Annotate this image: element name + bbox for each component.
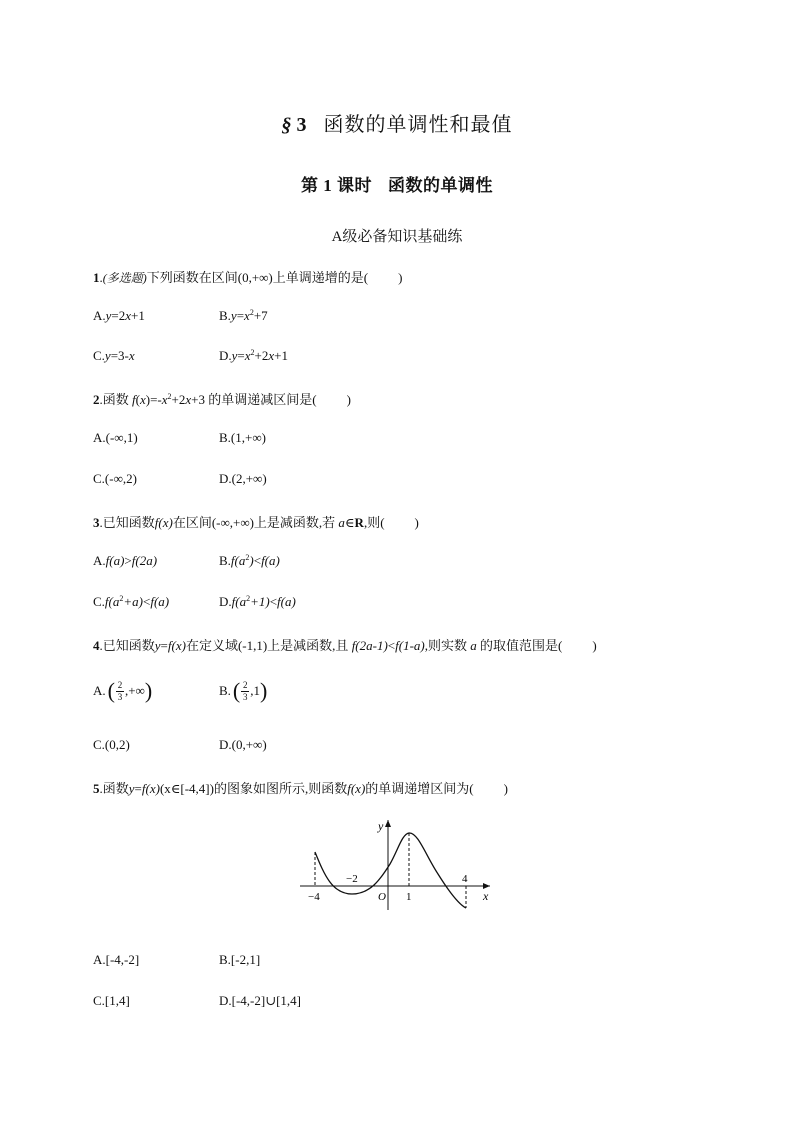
exponent: 2 xyxy=(249,308,254,317)
q1-option-a[interactable] xyxy=(93,308,145,324)
var: f(a) xyxy=(277,594,296,609)
var: x xyxy=(185,392,192,407)
q4-option-c[interactable]: C.(0,2) xyxy=(93,737,130,752)
question-number: 2 xyxy=(93,392,100,407)
text: = xyxy=(237,348,245,363)
var: f(a xyxy=(230,553,246,568)
q2-option-c[interactable]: C.(-∞,2) xyxy=(93,471,137,486)
question-tag: (多选题) xyxy=(102,271,147,285)
option-label: A. xyxy=(93,308,106,323)
section-number: 3 xyxy=(296,114,308,136)
option-label: A. xyxy=(93,683,106,698)
var: y xyxy=(154,638,161,653)
exponent: 2 xyxy=(250,348,255,357)
var: x xyxy=(139,392,146,407)
text: = xyxy=(236,308,245,323)
q2-option-d[interactable]: D.(2,+∞) xyxy=(219,471,267,486)
var: f(a xyxy=(231,594,247,609)
var: y xyxy=(104,348,111,363)
left-paren-icon: ( xyxy=(107,678,115,703)
var: f(a xyxy=(104,594,120,609)
option-label: A. xyxy=(93,553,106,568)
text: ( xyxy=(135,392,140,407)
text: +7 xyxy=(253,308,268,323)
text: (x∈[-4,4]) xyxy=(159,781,214,796)
var: y xyxy=(231,348,238,363)
text: < xyxy=(142,594,151,609)
question-number: 4 xyxy=(93,638,100,653)
text: +2 xyxy=(254,348,269,363)
lesson-suffix: 课时 xyxy=(337,176,372,195)
close-paren: ) xyxy=(414,515,419,530)
exponent: 2 xyxy=(245,553,250,562)
text: +1 xyxy=(274,348,289,363)
tick-label-neg4: −4 xyxy=(308,891,320,903)
question-4: 4.已知函数y=f(x)在定义域(-1,1)上是减函数,且 f(2a-1)<f(1-a),则实数 a 的取值范围是( ) xyxy=(93,638,597,653)
close-paren: ) xyxy=(346,392,351,407)
var: f(x) xyxy=(154,515,173,530)
var: x xyxy=(268,348,275,363)
numerator: 2 xyxy=(117,679,123,690)
q3-option-c[interactable] xyxy=(93,594,169,610)
q3-option-b[interactable] xyxy=(219,553,280,569)
q5-option-d[interactable]: D.[-4,-2]∪[1,4] xyxy=(219,993,302,1008)
lesson-prefix: 第 xyxy=(301,176,319,195)
var: ) xyxy=(249,553,254,568)
text: > xyxy=(124,553,132,568)
text: = xyxy=(134,781,142,796)
text: 的图象如图所示,则函数 xyxy=(213,781,348,796)
text: ,则实数 xyxy=(424,638,471,653)
var: a xyxy=(470,638,477,653)
q5-option-b[interactable]: B.[-2,1] xyxy=(219,952,261,967)
function-curve xyxy=(315,833,466,908)
var: x xyxy=(128,348,135,363)
text: =3- xyxy=(110,348,129,363)
question-number: 3 xyxy=(93,515,100,530)
q2-option-b[interactable]: B.(1,+∞) xyxy=(219,430,266,445)
option-label: B. xyxy=(219,308,231,323)
var: y xyxy=(128,781,135,796)
tick-label-1: 1 xyxy=(406,891,412,903)
y-axis-label: y xyxy=(378,819,384,833)
option-label: D. xyxy=(219,594,232,609)
fraction xyxy=(241,681,249,702)
var: f(a) xyxy=(261,553,280,568)
q5-option-c[interactable]: C.[1,4] xyxy=(93,993,130,1008)
var: y xyxy=(230,308,237,323)
q1-option-d[interactable] xyxy=(219,348,288,364)
right-paren-icon: ) xyxy=(260,678,268,703)
lesson-number: 1 xyxy=(323,176,333,195)
var: +a) xyxy=(123,594,143,609)
text: 函数 xyxy=(102,781,129,796)
question-5: 5.函数y=f(x)(x∈[-4,4])的图象如图所示,则函数f(x)的单调递增区间为( ) xyxy=(93,781,508,796)
var: y xyxy=(105,308,112,323)
q1-option-b[interactable] xyxy=(219,308,268,324)
text: )=- xyxy=(145,392,162,407)
tick-label-4: 4 xyxy=(462,873,468,885)
question-number: 5 xyxy=(93,781,100,796)
close-paren: ) xyxy=(503,781,508,796)
level-title: A级必备知识基础练 xyxy=(331,229,463,245)
text: +3 的单调递减区间是( xyxy=(191,392,317,407)
var: f(x) xyxy=(347,781,366,796)
section-symbol: § xyxy=(281,114,293,136)
text: ∈ xyxy=(344,515,355,530)
option-label: B. xyxy=(219,553,231,568)
text: < xyxy=(387,638,396,653)
q4-option-b[interactable] xyxy=(219,680,267,702)
var: +1) xyxy=(250,594,270,609)
var: x xyxy=(125,308,132,323)
text: ,则( xyxy=(363,515,385,530)
text: 在定义域(-1,1)上是减函数,且 xyxy=(185,638,352,653)
q5-option-a[interactable]: A.[-4,-2] xyxy=(93,952,140,967)
denominator: 3 xyxy=(117,691,123,702)
var: f xyxy=(132,392,136,407)
question-1: 1.(多选题)下列函数在区间(0,+∞)上单调递增的是( ) xyxy=(93,270,403,285)
var: x xyxy=(244,308,250,323)
q3-option-a[interactable] xyxy=(93,553,157,569)
option-label: C. xyxy=(93,348,105,363)
x-axis-label: x xyxy=(483,889,489,903)
exponent: 2 xyxy=(167,392,172,401)
var: x xyxy=(161,392,168,407)
denominator: 3 xyxy=(243,691,248,702)
fraction xyxy=(116,681,124,702)
right-paren-icon: ) xyxy=(144,678,153,703)
tick-label-neg2: −2 xyxy=(346,873,358,885)
var: f(x) xyxy=(167,638,186,653)
q4-option-a[interactable] xyxy=(93,680,152,702)
origin-label: O xyxy=(378,891,386,903)
text: 的单调递增区间为( xyxy=(365,781,474,796)
text: 在区间(-∞,+∞)上是减函数,若 xyxy=(172,515,339,530)
var: f(x) xyxy=(141,781,160,796)
option-label: D. xyxy=(219,348,232,363)
text: < xyxy=(269,594,278,609)
q3-option-d[interactable] xyxy=(219,594,296,610)
var: a xyxy=(338,515,345,530)
section-title-text: 函数的单调性和最值 xyxy=(323,114,513,136)
text: 已知函数 xyxy=(102,515,155,530)
var: f(a) xyxy=(105,553,125,568)
real-set: R xyxy=(354,515,364,530)
text: ,+∞ xyxy=(124,683,145,698)
text: +2 xyxy=(171,392,186,407)
question-3: 3.已知函数f(x)在区间(-∞,+∞)上是减函数,若 a∈R,则( ) xyxy=(93,515,419,530)
text: +1 xyxy=(131,308,145,323)
option-label: B. xyxy=(219,683,231,698)
text: 的取值范围是( xyxy=(476,638,563,653)
text: = xyxy=(160,638,168,653)
exponent: 2 xyxy=(246,594,251,603)
exponent: 2 xyxy=(119,594,124,603)
text: ,1 xyxy=(250,683,260,698)
lesson-title-text: 函数的单调性 xyxy=(388,176,493,195)
var: f(1-a) xyxy=(395,638,425,653)
text: 函数 xyxy=(102,392,133,407)
left-paren-icon: ( xyxy=(232,678,241,703)
text: 已知函数 xyxy=(102,638,155,653)
option-label: C. xyxy=(93,594,105,609)
q2-option-a[interactable]: A.(-∞,1) xyxy=(93,430,138,445)
section-title xyxy=(0,108,794,137)
text: =2 xyxy=(111,308,126,323)
numerator: 2 xyxy=(243,679,248,690)
var: f(2a) xyxy=(131,553,158,568)
question-stem: 下列函数在区间(0,+∞)上单调递增的是( xyxy=(146,270,369,285)
text: < xyxy=(253,553,262,568)
var: x xyxy=(244,348,251,363)
var: f(a) xyxy=(150,594,170,609)
y-axis-arrow-icon xyxy=(385,820,391,827)
close-paren: ) xyxy=(398,270,403,285)
close-paren: ) xyxy=(592,638,597,653)
q1-option-c[interactable] xyxy=(93,348,135,364)
var: f(2a-1) xyxy=(351,638,388,653)
q4-option-d[interactable]: D.(0,+∞) xyxy=(219,737,267,752)
question-2: 2.函数 $f(x)=-x^2+2x+3$ 的单调递减区间是( ) xyxy=(93,392,351,407)
function-graph xyxy=(298,812,498,912)
lesson-title xyxy=(0,171,794,196)
question-number: 1 xyxy=(93,270,100,285)
